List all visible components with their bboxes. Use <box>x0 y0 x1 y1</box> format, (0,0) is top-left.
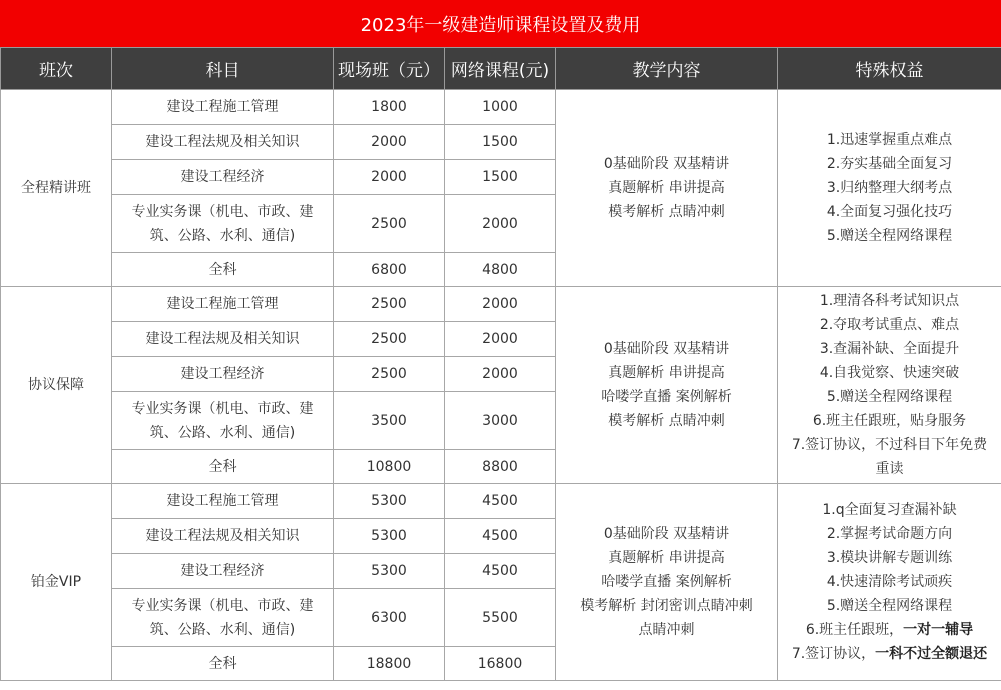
table-row <box>1 484 1001 519</box>
perk-line: 2.夺取考试重点、难点 <box>819 317 960 333</box>
subject-line: 筑、公路、水利、通信) <box>149 227 296 244</box>
perk-line: 5.赠送全程网络课程 <box>826 228 953 244</box>
onsite-price: 6300 <box>334 589 445 647</box>
onsite-price: 5300 <box>334 554 445 589</box>
perk-highlight: 一科不过全额退还 <box>875 646 988 662</box>
perk-text: 7.签订协议， <box>791 646 876 662</box>
online-price: 2000 <box>445 322 556 357</box>
online-price: 3000 <box>445 392 556 450</box>
subject-cell: 建设工程施工管理 <box>112 287 334 322</box>
onsite-price: 2500 <box>334 287 445 322</box>
perk-line: 1.q全面复习查漏补缺 <box>822 502 957 518</box>
onsite-price: 2500 <box>334 322 445 357</box>
content-line: 真题解析 串讲提高 <box>608 180 725 196</box>
online-price: 4800 <box>445 253 556 287</box>
online-price: 2000 <box>445 195 556 253</box>
header-teaching-content: 教学内容 <box>556 48 778 90</box>
onsite-price: 2500 <box>334 195 445 253</box>
subject-cell: 建设工程法规及相关知识 <box>112 519 334 554</box>
class-name: 协议保障 <box>1 287 112 484</box>
teaching-content <box>556 90 778 287</box>
special-benefits <box>778 484 1001 681</box>
subject-line: 筑、公路、水利、通信) <box>149 424 296 441</box>
subject-cell <box>112 589 334 647</box>
perk-line: 5.赠送全程网络课程 <box>826 389 953 405</box>
page-title: 2023年一级建造师课程设置及费用 <box>0 0 1001 47</box>
perk-line <box>782 642 997 666</box>
subject-line: 专业实务课（机电、市政、建 <box>131 597 314 614</box>
subject-line: 专业实务课（机电、市政、建 <box>131 203 314 220</box>
class-name: 全程精讲班 <box>1 90 112 287</box>
online-price: 2000 <box>445 357 556 392</box>
content-line: 模考解析 点睛冲刺 <box>608 413 725 429</box>
content-line: 模考解析 点睛冲刺 <box>608 204 725 220</box>
special-benefits <box>778 287 1001 484</box>
content-line: 哈喽学直播 案例解析 <box>601 574 732 590</box>
perk-line: 7.签订协议，不过科目下年免费 <box>791 437 988 453</box>
content-line: 0基础阶段 双基精讲 <box>603 526 730 542</box>
subject-cell: 建设工程施工管理 <box>112 484 334 519</box>
online-price: 2000 <box>445 287 556 322</box>
content-line: 模考解析 封闭密训点睛冲刺 <box>580 598 753 614</box>
online-price: 8800 <box>445 450 556 484</box>
content-line: 哈喽学直播 案例解析 <box>601 389 732 405</box>
subject-cell: 全科 <box>112 647 334 681</box>
content-line: 0基础阶段 双基精讲 <box>603 156 730 172</box>
subject-line: 专业实务课（机电、市政、建 <box>131 400 314 417</box>
online-price: 4500 <box>445 484 556 519</box>
online-price: 5500 <box>445 589 556 647</box>
subject-cell <box>112 195 334 253</box>
table-row <box>1 287 1001 322</box>
table-row <box>1 90 1001 125</box>
perk-line <box>782 618 997 642</box>
onsite-price: 18800 <box>334 647 445 681</box>
online-price: 4500 <box>445 519 556 554</box>
header-online-price: 网络课程(元) <box>445 48 556 90</box>
perk-line: 3.模块讲解专题训练 <box>826 550 953 566</box>
online-price: 1500 <box>445 160 556 195</box>
teaching-content <box>556 287 778 484</box>
perk-line: 3.查漏补缺、全面提升 <box>819 341 960 357</box>
special-benefits <box>778 90 1001 287</box>
subject-line: 筑、公路、水利、通信) <box>149 621 296 638</box>
subject-cell: 建设工程经济 <box>112 160 334 195</box>
perk-line: 2.夯实基础全面复习 <box>826 156 953 172</box>
header-special-benefits: 特殊权益 <box>778 48 1001 90</box>
onsite-price: 10800 <box>334 450 445 484</box>
subject-cell: 建设工程施工管理 <box>112 90 334 125</box>
onsite-price: 3500 <box>334 392 445 450</box>
perk-line: 1.理清各科考试知识点 <box>819 293 960 309</box>
onsite-price: 2500 <box>334 357 445 392</box>
online-price: 1000 <box>445 90 556 125</box>
perk-line: 4.全面复习强化技巧 <box>826 204 953 220</box>
header-onsite-price: 现场班（元） <box>334 48 445 90</box>
onsite-price: 2000 <box>334 160 445 195</box>
online-price: 4500 <box>445 554 556 589</box>
header-class: 班次 <box>1 48 112 90</box>
perk-line: 3.归纳整理大纲考点 <box>826 180 953 196</box>
header-subject: 科目 <box>112 48 334 90</box>
onsite-price: 2000 <box>334 125 445 160</box>
perk-line: 6.班主任跟班，贴身服务 <box>812 413 967 429</box>
content-line: 真题解析 串讲提高 <box>608 365 725 381</box>
onsite-price: 1800 <box>334 90 445 125</box>
subject-cell: 建设工程法规及相关知识 <box>112 322 334 357</box>
subject-cell <box>112 392 334 450</box>
onsite-price: 6800 <box>334 253 445 287</box>
content-line: 点睛冲刺 <box>638 622 695 638</box>
table-header-row <box>1 48 1001 90</box>
subject-cell: 全科 <box>112 450 334 484</box>
subject-cell: 建设工程经济 <box>112 554 334 589</box>
online-price: 1500 <box>445 125 556 160</box>
content-line: 真题解析 串讲提高 <box>608 550 725 566</box>
subject-cell: 全科 <box>112 253 334 287</box>
course-fee-table <box>0 47 1001 681</box>
onsite-price: 5300 <box>334 519 445 554</box>
perk-line: 4.快速清除考试顽疾 <box>826 574 953 590</box>
subject-cell: 建设工程法规及相关知识 <box>112 125 334 160</box>
class-name: 铂金VIP <box>1 484 112 681</box>
perk-line: 2.掌握考试命题方向 <box>826 526 953 542</box>
content-line: 0基础阶段 双基精讲 <box>603 341 730 357</box>
perk-text: 6.班主任跟班， <box>805 622 904 638</box>
online-price: 16800 <box>445 647 556 681</box>
perk-line: 1.迅速掌握重点难点 <box>826 132 953 148</box>
perk-line: 5.赠送全程网络课程 <box>826 598 953 614</box>
onsite-price: 5300 <box>334 484 445 519</box>
perk-line: 重读 <box>875 461 904 477</box>
perk-line: 4.自我觉察、快速突破 <box>819 365 960 381</box>
subject-cell: 建设工程经济 <box>112 357 334 392</box>
perk-highlight: 一对一辅导 <box>903 622 974 638</box>
teaching-content <box>556 484 778 681</box>
